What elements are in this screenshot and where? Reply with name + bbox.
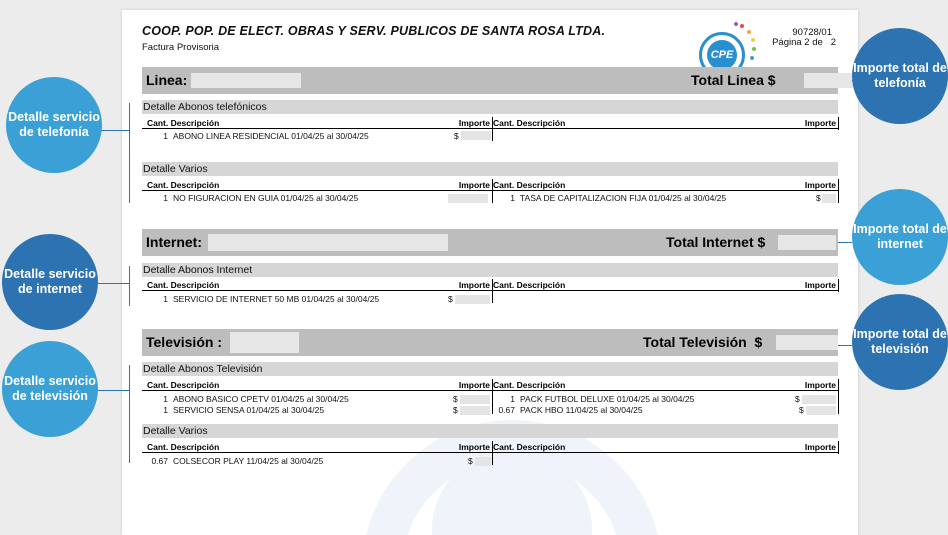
cpe-logo-text: CPE: [707, 40, 737, 70]
col-importe: Importe: [458, 118, 490, 128]
bracket-telefonia: [129, 103, 130, 203]
callout-detalle-telefonia: Detalle servicio de telefonía: [6, 77, 102, 173]
abonos-internet-bar: [142, 263, 838, 277]
amount-redacted: [802, 395, 836, 404]
amount-redacted: [475, 457, 491, 466]
amount-redacted: [460, 395, 490, 404]
tv-label: Televisión :: [146, 334, 222, 350]
table-row: 1 SERVICIO SENSA 01/04/25 al 30/04/25: [163, 405, 325, 415]
table-row: 1 ABONO BASICO CPETV 01/04/25 al 30/04/25: [163, 394, 349, 404]
currency-sign: $: [799, 405, 804, 415]
abonos-telefonicos-bar: [142, 100, 838, 114]
abonos-internet-title: Detalle Abonos Internet: [143, 264, 253, 276]
table-row: 1 SERVICIO DE INTERNET 50 MB 01/04/25 al 30/04/25: [163, 294, 380, 304]
connector-tv: [98, 390, 129, 391]
varios-tv-title: Detalle Varios: [143, 425, 208, 437]
currency-sign: $: [795, 394, 800, 404]
tv-total-redacted: [776, 335, 838, 350]
currency-sign: $: [453, 405, 458, 415]
internet-total-label: Total Internet $: [666, 234, 766, 250]
table-row: 1 TASA DE CAPITALIZACION FIJA 01/04/25 al 30/04/25: [510, 193, 727, 203]
tv-section-bar: [142, 329, 838, 356]
table-header-right: Cant. Descripción Importe: [493, 442, 836, 452]
table-header-right: Cant. Descripción Importe: [493, 280, 836, 290]
connector-importe-tv: [838, 345, 852, 346]
currency-sign: $: [454, 131, 459, 141]
table-row: 1 PACK FUTBOL DELUXE 01/04/25 al 30/04/25: [510, 394, 695, 404]
column-divider: [838, 441, 839, 454]
column-divider: [838, 179, 839, 203]
currency-sign: $: [453, 394, 458, 404]
abonos-telefonicos-title: Detalle Abonos telefónicos: [143, 101, 267, 113]
column-divider: [838, 117, 839, 130]
currency-sign: $: [448, 294, 453, 304]
invoice-page: [122, 10, 858, 535]
column-divider: [492, 117, 493, 141]
table-header-left: Cant. Descripción Importe: [142, 441, 492, 453]
amount-redacted: [448, 194, 488, 203]
table-row: 0.67 COLSECOR PLAY 11/04/25 al 30/04/25: [151, 456, 324, 466]
linea-label: Linea:: [146, 72, 188, 88]
internet-section-bar: [142, 229, 838, 256]
bracket-internet: [129, 266, 130, 306]
table-header-right: Cant. Descripción Importe: [493, 180, 836, 190]
internet-total-redacted: [778, 235, 836, 250]
invoice-number: 90728/01: [792, 27, 832, 38]
table-header-right: Cant. Descripción Importe: [493, 380, 836, 390]
col-cant-desc: Cant. Descripción: [493, 118, 566, 128]
linea-total-label: Total Linea $: [691, 72, 776, 88]
currency-sign: $: [468, 456, 473, 466]
col-importe: Importe: [804, 118, 836, 128]
currency-sign: $: [816, 193, 821, 203]
company-name: COOP. POP. DE ELECT. OBRAS Y SERV. PUBLICOS DE SANTA ROSA LTDA.: [142, 24, 606, 38]
tv-account-redacted: [230, 332, 299, 353]
varios-linea-title: Detalle Varios: [143, 163, 208, 175]
callout-detalle-internet: Detalle servicio de internet: [2, 234, 98, 330]
amount-redacted: [455, 295, 490, 304]
table-header-left: Cant. Descripción Importe: [142, 179, 492, 191]
callout-importe-tv: Importe total de televisión: [852, 294, 948, 390]
tv-total-label: Total Televisión $: [643, 334, 763, 350]
linea-number-redacted: [191, 73, 301, 88]
table-row: 1 NO FIGURACION EN GUIA 01/04/25 al 30/04/25: [163, 193, 359, 203]
table-header-left: Cant. Descripción Importe: [142, 279, 492, 291]
connector-importe-internet: [838, 242, 852, 243]
callout-importe-telefonia: Importe total de telefonía: [852, 28, 948, 124]
amount-redacted: [822, 194, 836, 203]
table-header-left: Cant. Descripción Importe: [142, 379, 492, 391]
callout-detalle-tv: Detalle servicio de televisión: [2, 341, 98, 437]
column-divider: [838, 279, 839, 292]
amount-redacted: [806, 406, 836, 415]
page-indicator: Página 2 de 2: [772, 37, 836, 48]
col-cant-desc: Cant. Descripción: [147, 118, 220, 128]
column-divider: [838, 379, 839, 414]
invoice-type: Factura Provisoria: [142, 42, 220, 53]
bracket-tv: [129, 365, 130, 463]
connector-internet: [98, 283, 129, 284]
column-divider: [492, 279, 493, 303]
column-divider: [492, 441, 493, 465]
linea-section-bar: [142, 67, 838, 94]
abonos-tv-bar: [142, 362, 838, 376]
abonos-tv-title: Detalle Abonos Televisión: [143, 363, 263, 375]
amount-redacted: [461, 131, 491, 140]
linea-total-redacted: [804, 73, 856, 88]
table-row: 0.67 PACK HBO 11/04/25 al 30/04/25: [498, 405, 643, 415]
table-header-left: [142, 117, 492, 129]
table-header-right: [493, 117, 838, 129]
varios-tv-bar: [142, 424, 838, 438]
amount-redacted: [460, 406, 490, 415]
varios-linea-bar: [142, 162, 838, 176]
internet-account-redacted: [208, 234, 448, 251]
table-row: 1 ABONO LINEA RESIDENCIAL 01/04/25 al 30/04/25: [163, 131, 369, 141]
internet-label: Internet:: [146, 234, 202, 250]
callout-importe-internet: Importe total de internet: [852, 189, 948, 285]
connector-telefonia: [98, 130, 129, 131]
